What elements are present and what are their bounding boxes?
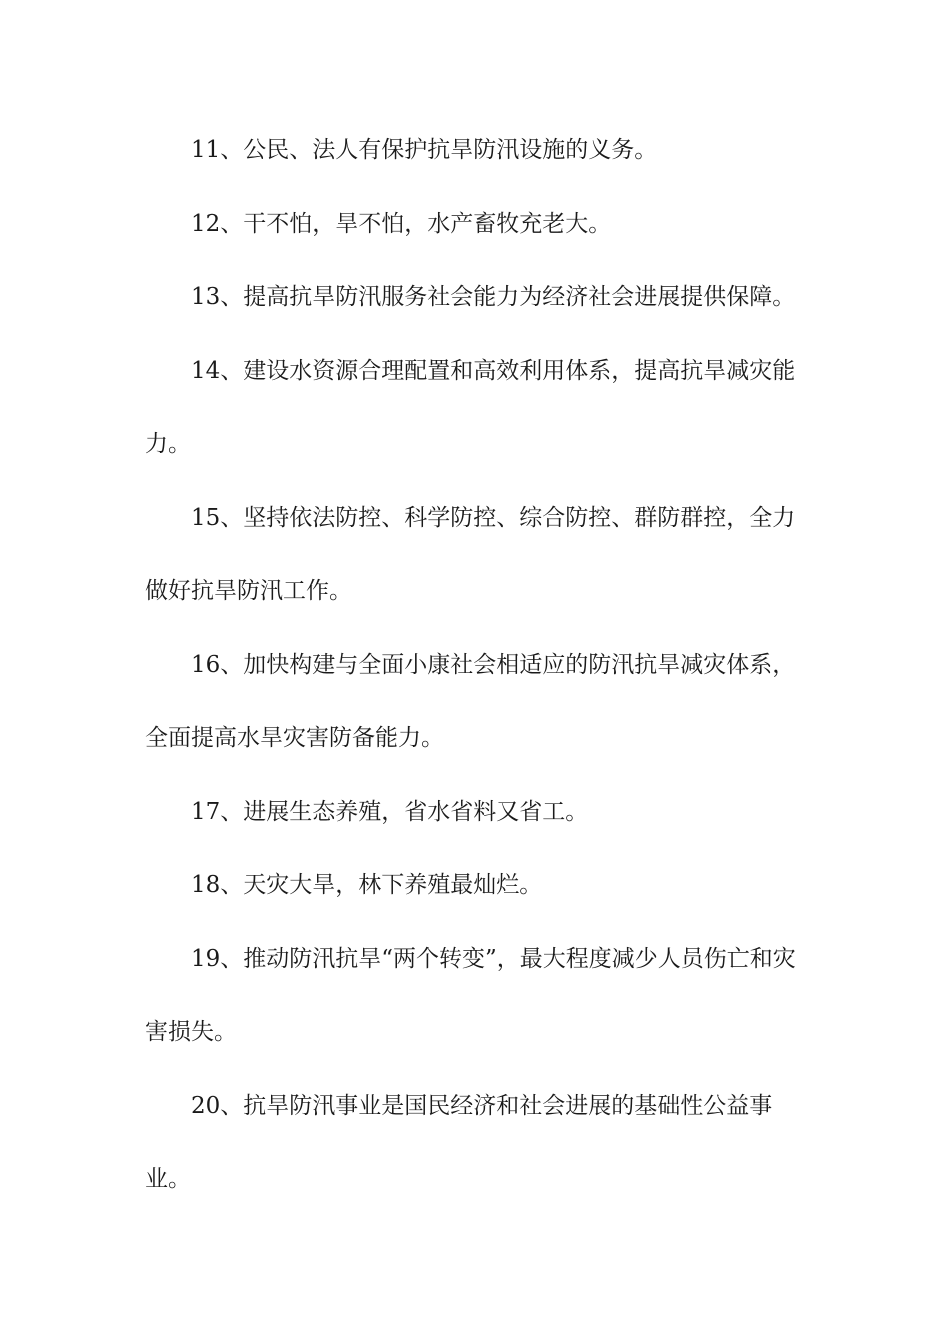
paragraph-14: 14、建设水资源合理配置和高效利用体系，提高抗旱减灾能力。 — [145, 357, 796, 457]
paragraph-17: 17、进展生态养殖，省水省料又省工。 — [191, 798, 589, 825]
paragraph-12: 12、干不怕，旱不怕，水产畜牧充老大。 — [191, 210, 612, 237]
paragraph-15: 15、坚持依法防控、科学防控、综合防控、群防群控，全力做好抗旱防汛工作。 — [145, 504, 796, 604]
paragraph-11: 11、公民、法人有保护抗旱防汛设施的义务。 — [191, 137, 658, 163]
paragraph-13: 13、提高抗旱防汛服务社会能力为经济社会进展提供保障。 — [191, 284, 796, 310]
document-body — [145, 114, 805, 1217]
paragraph-18: 18、天灾大旱，林下养殖最灿烂。 — [191, 872, 543, 898]
paragraph-16: 16、加快构建与全面小康社会相适应的防汛抗旱减灾体系，全面提高水旱灾害防备能力。 — [145, 651, 796, 751]
paragraph-19: 19、推动防汛抗旱“两个转变”，最大程度减少人员伤亡和灾害损失。 — [145, 945, 796, 1045]
paragraph-20: 20、抗旱防汛事业是国民经济和社会进展的基础性公益事业。 — [145, 1092, 773, 1192]
